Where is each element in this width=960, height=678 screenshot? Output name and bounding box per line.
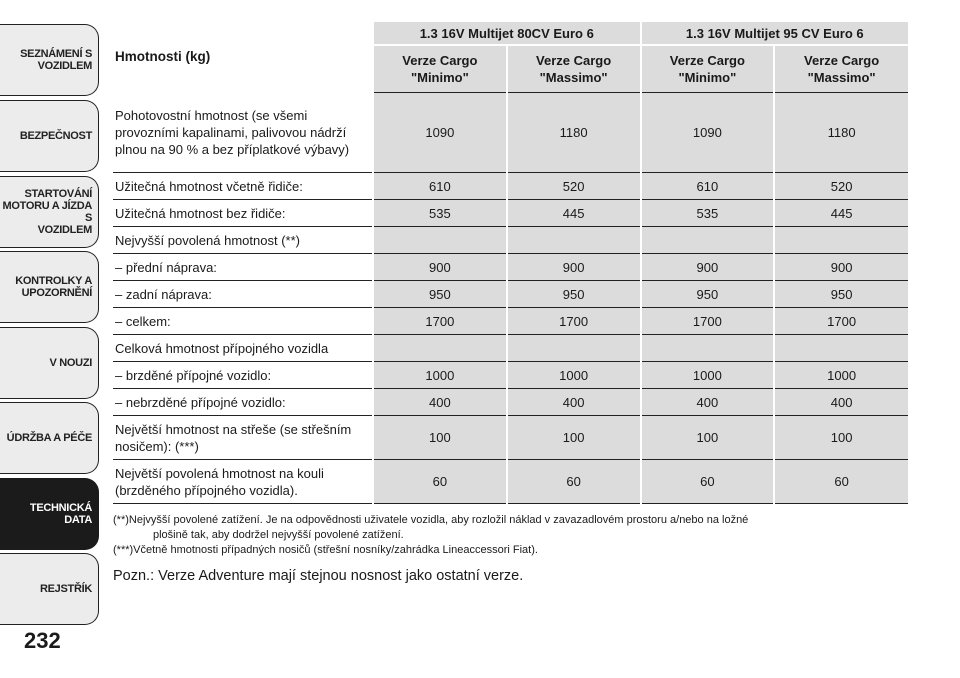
table-row — [113, 460, 908, 504]
cell-value: 100 — [373, 416, 507, 460]
cell-value: 1090 — [641, 93, 775, 173]
cell-value: 1090 — [373, 93, 507, 173]
table-row — [113, 200, 908, 227]
cell-value: 950 — [507, 281, 641, 308]
tab-bezpecnost[interactable]: BEZPEČNOST — [0, 100, 99, 172]
cell-value — [641, 335, 775, 362]
version-header: Verze Cargo "Minimo" — [641, 45, 775, 93]
cell-value: 445 — [774, 200, 908, 227]
cell-value: 60 — [507, 460, 641, 504]
cell-value: 1180 — [507, 93, 641, 173]
table-row — [113, 173, 908, 200]
row-label: Užitečná hmotnost bez řidiče: — [113, 200, 373, 227]
cell-value: 100 — [507, 416, 641, 460]
cell-value: 950 — [373, 281, 507, 308]
row-label: Nejvyšší povolená hmotnost (**) — [113, 227, 373, 254]
cell-value: 900 — [774, 254, 908, 281]
footnote-line: plošině tak, aby dodržel nejvyšší povolené zatížení. — [153, 529, 404, 541]
cell-value: 445 — [507, 200, 641, 227]
table-row — [113, 308, 908, 335]
cell-value — [641, 227, 775, 254]
row-label: Užitečná hmotnost včetně řidiče: — [113, 173, 373, 200]
row-label: – celkem: — [113, 308, 373, 335]
footnote-line: (**)Nejvyšší povolené zatížení. Je na odpovědnosti uživatele vozidla, aby rozložil náklad v zavazadlovém prostoru a/nebo na ložné — [113, 514, 749, 526]
cell-value — [774, 227, 908, 254]
table-row — [113, 281, 908, 308]
cell-value: 1700 — [507, 308, 641, 335]
cell-value: 535 — [373, 200, 507, 227]
cell-value: 520 — [774, 173, 908, 200]
cell-value: 520 — [507, 173, 641, 200]
cell-value — [507, 227, 641, 254]
row-label: Celková hmotnost přípojného vozidla — [113, 335, 373, 362]
cell-value: 400 — [774, 389, 908, 416]
row-label: – nebrzděné přípojné vozidlo: — [113, 389, 373, 416]
row-label: – zadní náprava: — [113, 281, 373, 308]
cell-value: 900 — [507, 254, 641, 281]
cell-value: 610 — [373, 173, 507, 200]
version-header: Verze Cargo "Massimo" — [774, 45, 908, 93]
table-row — [113, 335, 908, 362]
table-row — [113, 227, 908, 254]
footnote — [113, 513, 908, 543]
tab-startovani-motoru[interactable]: STARTOVÁNÍ MOTORU A JÍZDA S VOZIDLEM — [0, 176, 99, 248]
table-row — [113, 416, 908, 460]
cell-value: 60 — [641, 460, 775, 504]
cell-value: 900 — [641, 254, 775, 281]
cell-value: 535 — [641, 200, 775, 227]
page-number: 232 — [24, 628, 61, 653]
row-label: Pohotovostní hmotnost (se všemi provozními kapalinami, palivovou nádrží plnou na 90 % a bez příplatkové výbavy) — [113, 93, 373, 173]
footnotes — [113, 513, 908, 558]
footnote-line: (***)Včetně hmotnosti případných nosičů (střešní nosníky/zahrádka Lineaccessori Fiat). — [113, 544, 538, 556]
cell-value: 1700 — [774, 308, 908, 335]
version-header: Verze Cargo "Minimo" — [373, 45, 507, 93]
tab-kontrolky-a-upozorneni[interactable]: KONTROLKY A UPOZORNĚNÍ — [0, 251, 99, 323]
cell-value — [507, 335, 641, 362]
cell-value: 900 — [373, 254, 507, 281]
tab-udrzba-a-pece[interactable]: ÚDRŽBA A PÉČE — [0, 402, 99, 474]
engine-header: 1.3 16V Multijet 80CV Euro 6 — [373, 22, 641, 45]
cell-value: 1700 — [641, 308, 775, 335]
tab-seznameni-s-vozidlem[interactable]: SEZNÁMENÍ S VOZIDLEM — [0, 24, 99, 96]
tab-technicka-data[interactable]: TECHNICKÁ DATA — [0, 478, 99, 550]
cell-value: 1000 — [641, 362, 775, 389]
note: Pozn.: Verze Adventure mají stejnou nosnost jako ostatní verze. — [113, 568, 524, 584]
row-label: Největší hmotnost na střeše (se střešním nosičem): (***) — [113, 416, 373, 460]
cell-value — [373, 227, 507, 254]
tab-rejstrik[interactable]: REJSTŘÍK — [0, 553, 99, 625]
cell-value: 1700 — [373, 308, 507, 335]
weights-table — [113, 22, 908, 504]
cell-value: 950 — [641, 281, 775, 308]
cell-value: 60 — [774, 460, 908, 504]
cell-value: 400 — [373, 389, 507, 416]
table-row — [113, 362, 908, 389]
cell-value: 100 — [641, 416, 775, 460]
cell-value: 1180 — [774, 93, 908, 173]
cell-value: 1000 — [373, 362, 507, 389]
cell-value: 100 — [774, 416, 908, 460]
cell-value — [373, 335, 507, 362]
cell-value: 1000 — [507, 362, 641, 389]
cell-value: 400 — [641, 389, 775, 416]
table-title: Hmotnosti (kg) — [113, 22, 373, 93]
table-row — [113, 389, 908, 416]
weights-table-container — [113, 22, 908, 504]
chapter-sidebar — [0, 0, 100, 678]
footnote — [113, 543, 908, 558]
table-row — [113, 93, 908, 173]
cell-value: 1000 — [774, 362, 908, 389]
cell-value — [774, 335, 908, 362]
table-row — [113, 254, 908, 281]
tab-v-nouzi[interactable]: V NOUZI — [0, 327, 99, 399]
row-label: – brzděné přípojné vozidlo: — [113, 362, 373, 389]
cell-value: 950 — [774, 281, 908, 308]
row-label: Největší povolená hmotnost na kouli (brzděného přípojného vozidla). — [113, 460, 373, 504]
cell-value: 400 — [507, 389, 641, 416]
row-label: – přední náprava: — [113, 254, 373, 281]
cell-value: 60 — [373, 460, 507, 504]
cell-value: 610 — [641, 173, 775, 200]
version-header: Verze Cargo "Massimo" — [507, 45, 641, 93]
engine-header: 1.3 16V Multijet 95 CV Euro 6 — [641, 22, 909, 45]
